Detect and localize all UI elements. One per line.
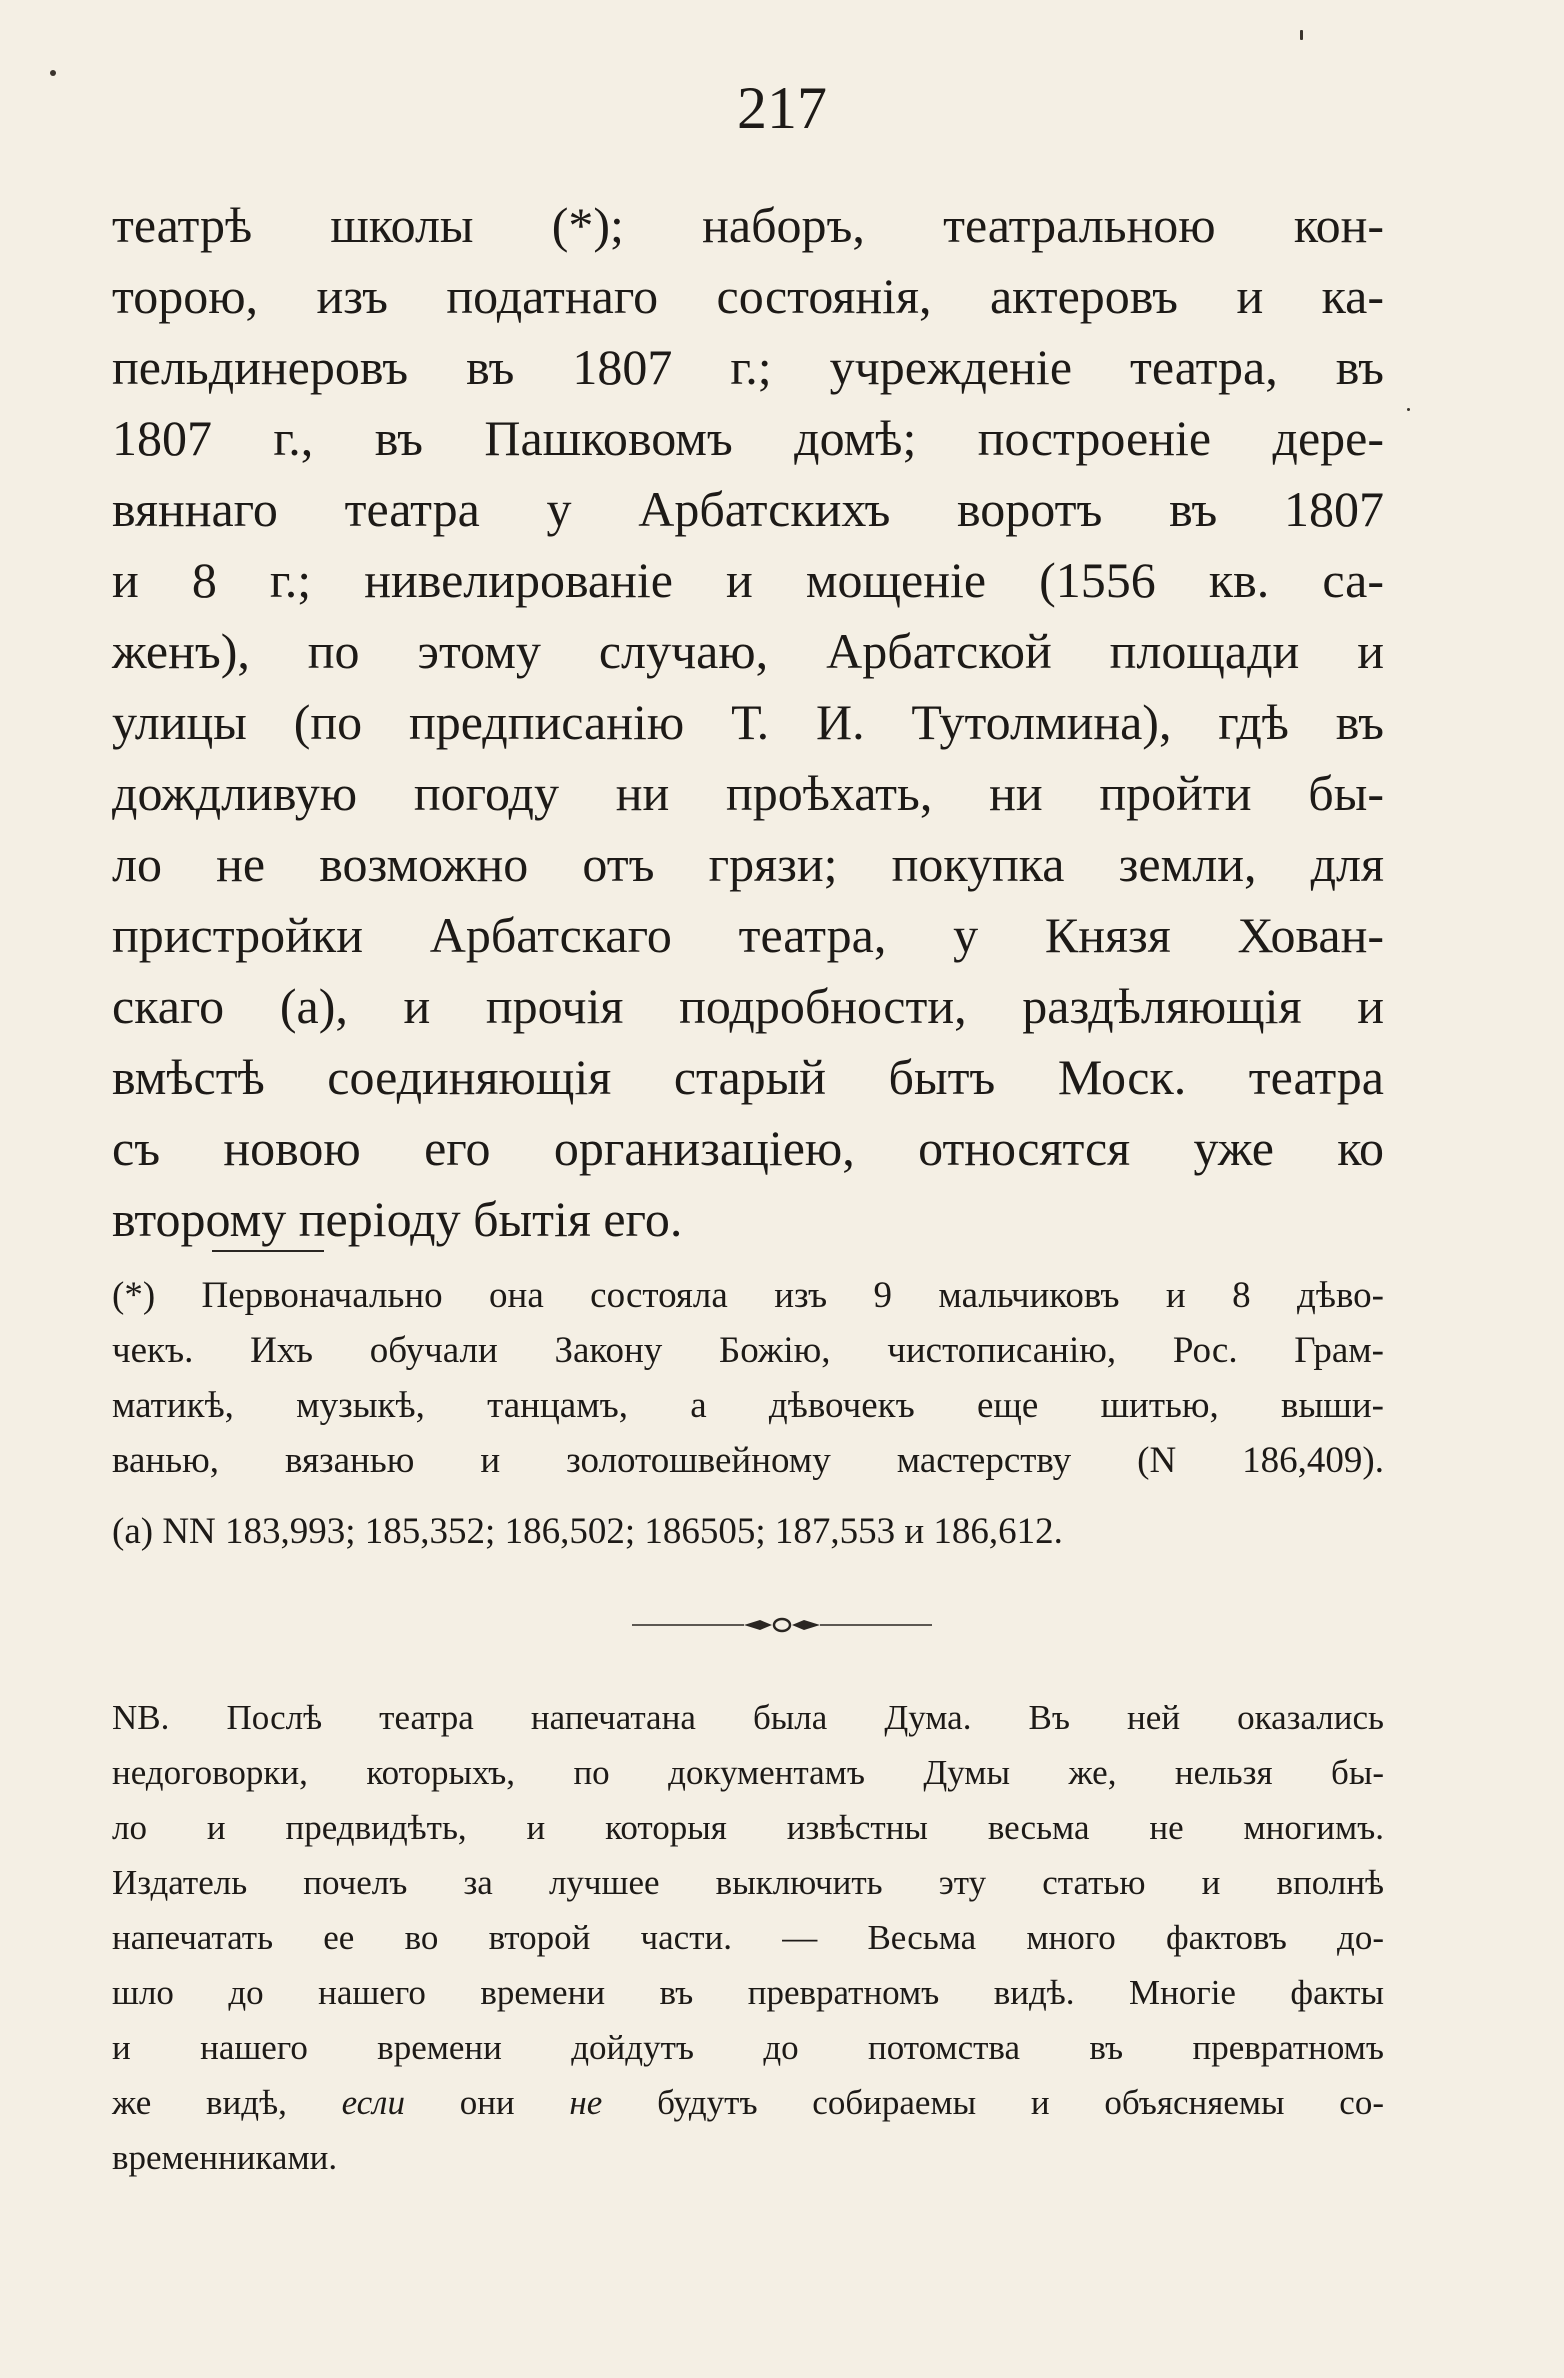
footnote-line: ванью, вязанью и золотошвейному мастерству (N 186,409). [112, 1440, 1384, 1481]
nb-line: и нашего времени дойдутъ до потомства въ превратномъ [112, 2028, 1384, 2067]
ornament-center-oval [774, 1619, 790, 1631]
text-line: скаго (а), и прочія подробности, раздѣляющія и [112, 978, 1384, 1034]
page-number: 217 [737, 75, 827, 141]
nb-line: напечатать ее во второй части. — Весьма много фактовъ до- [112, 1918, 1384, 1957]
nb-italic-word: не [569, 2083, 603, 2122]
nb-line: ло и предвидѣть, и которыя извѣстны весьма не многимъ. [112, 1808, 1384, 1847]
nb-line: недоговорки, которыхъ, по документамъ Думы же, нельзя бы- [112, 1753, 1384, 1792]
footnote-line: чекъ. Ихъ обучали Закону Божію, чистописанію, Рос. Грам- [112, 1330, 1384, 1371]
ornament-right-diamond [792, 1620, 820, 1630]
text-line: женъ), по этому случаю, Арбатской площади и [112, 623, 1384, 679]
nb-line: временниками. [112, 2138, 338, 2177]
text-line: театрѣ школы (*); наборъ, театральною кон- [112, 197, 1384, 253]
nb-line: NB. Послѣ театра напечатана была Дума. Въ ней оказались [112, 1698, 1384, 1737]
nb-line: шло до нашего времени въ превратномъ видѣ. Многіе факты [112, 1973, 1384, 2012]
text-line: дождливую погоду ни проѣхать, ни пройти бы- [112, 765, 1384, 821]
text-line: 1807 г., въ Пашковомъ домѣ; построеніе дере- [112, 410, 1384, 466]
paper-speck [50, 70, 56, 76]
ornament-left-diamond [744, 1620, 772, 1630]
text-line: пристройки Арбатскаго театра, у Князя Хован- [112, 907, 1384, 963]
paper-speck [1300, 30, 1303, 40]
text-line: второму періоду бытія его. [112, 1191, 683, 1247]
paper-speck [1407, 408, 1410, 411]
footnotes [112, 1268, 1384, 1559]
text-line: съ новою его организаціею, относятся уже ко [112, 1120, 1384, 1176]
text-line: вмѣстѣ соединяющія старый бытъ Моск. театра [112, 1049, 1384, 1105]
footnote-line: матикѣ, музыкѣ, танцамъ, а дѣвочекъ еще шитью, выши- [112, 1385, 1384, 1426]
nb-text-run: будутъ собираемы и объясняемы со- [602, 2083, 1384, 2122]
main-paragraph [112, 190, 1384, 1255]
text-line: и 8 г.; нивелированіе и мощеніе (1556 кв. са- [112, 552, 1384, 608]
footnote-line: (а) NN 183,993; 185,352; 186,502; 186505; 187,553 и 186,612. [112, 1511, 1063, 1552]
footnote-asterisk [112, 1268, 1384, 1488]
footnote-divider [212, 1250, 324, 1252]
ornament-divider [632, 1610, 932, 1640]
footnote-a [112, 1504, 1384, 1559]
nb-text-run: же видѣ, [112, 2083, 342, 2122]
nb-text-run: они [404, 2083, 570, 2122]
text-line: ло не возможно отъ грязи; покупка земли, для [112, 836, 1384, 892]
text-line: торою, изъ податнаго состоянія, актеровъ и ка- [112, 268, 1384, 324]
nb-italic-word: если [341, 2083, 405, 2122]
nb-line [112, 2075, 1384, 2130]
footnote-line: (*) Первоначально она состояла изъ 9 мальчиковъ и 8 дѣво- [112, 1275, 1384, 1316]
text-line: улицы (по предписанію Т. И. Тутолмина), гдѣ въ [112, 694, 1384, 750]
nb-note [112, 1690, 1384, 2185]
text-line: вяннаго театра у Арбатскихъ воротъ въ 1807 [112, 481, 1384, 537]
nb-line: Издатель почелъ за лучшее выключить эту статью и вполнѣ [112, 1863, 1384, 1902]
text-line: пельдинеровъ въ 1807 г.; учрежденіе театра, въ [112, 339, 1384, 395]
